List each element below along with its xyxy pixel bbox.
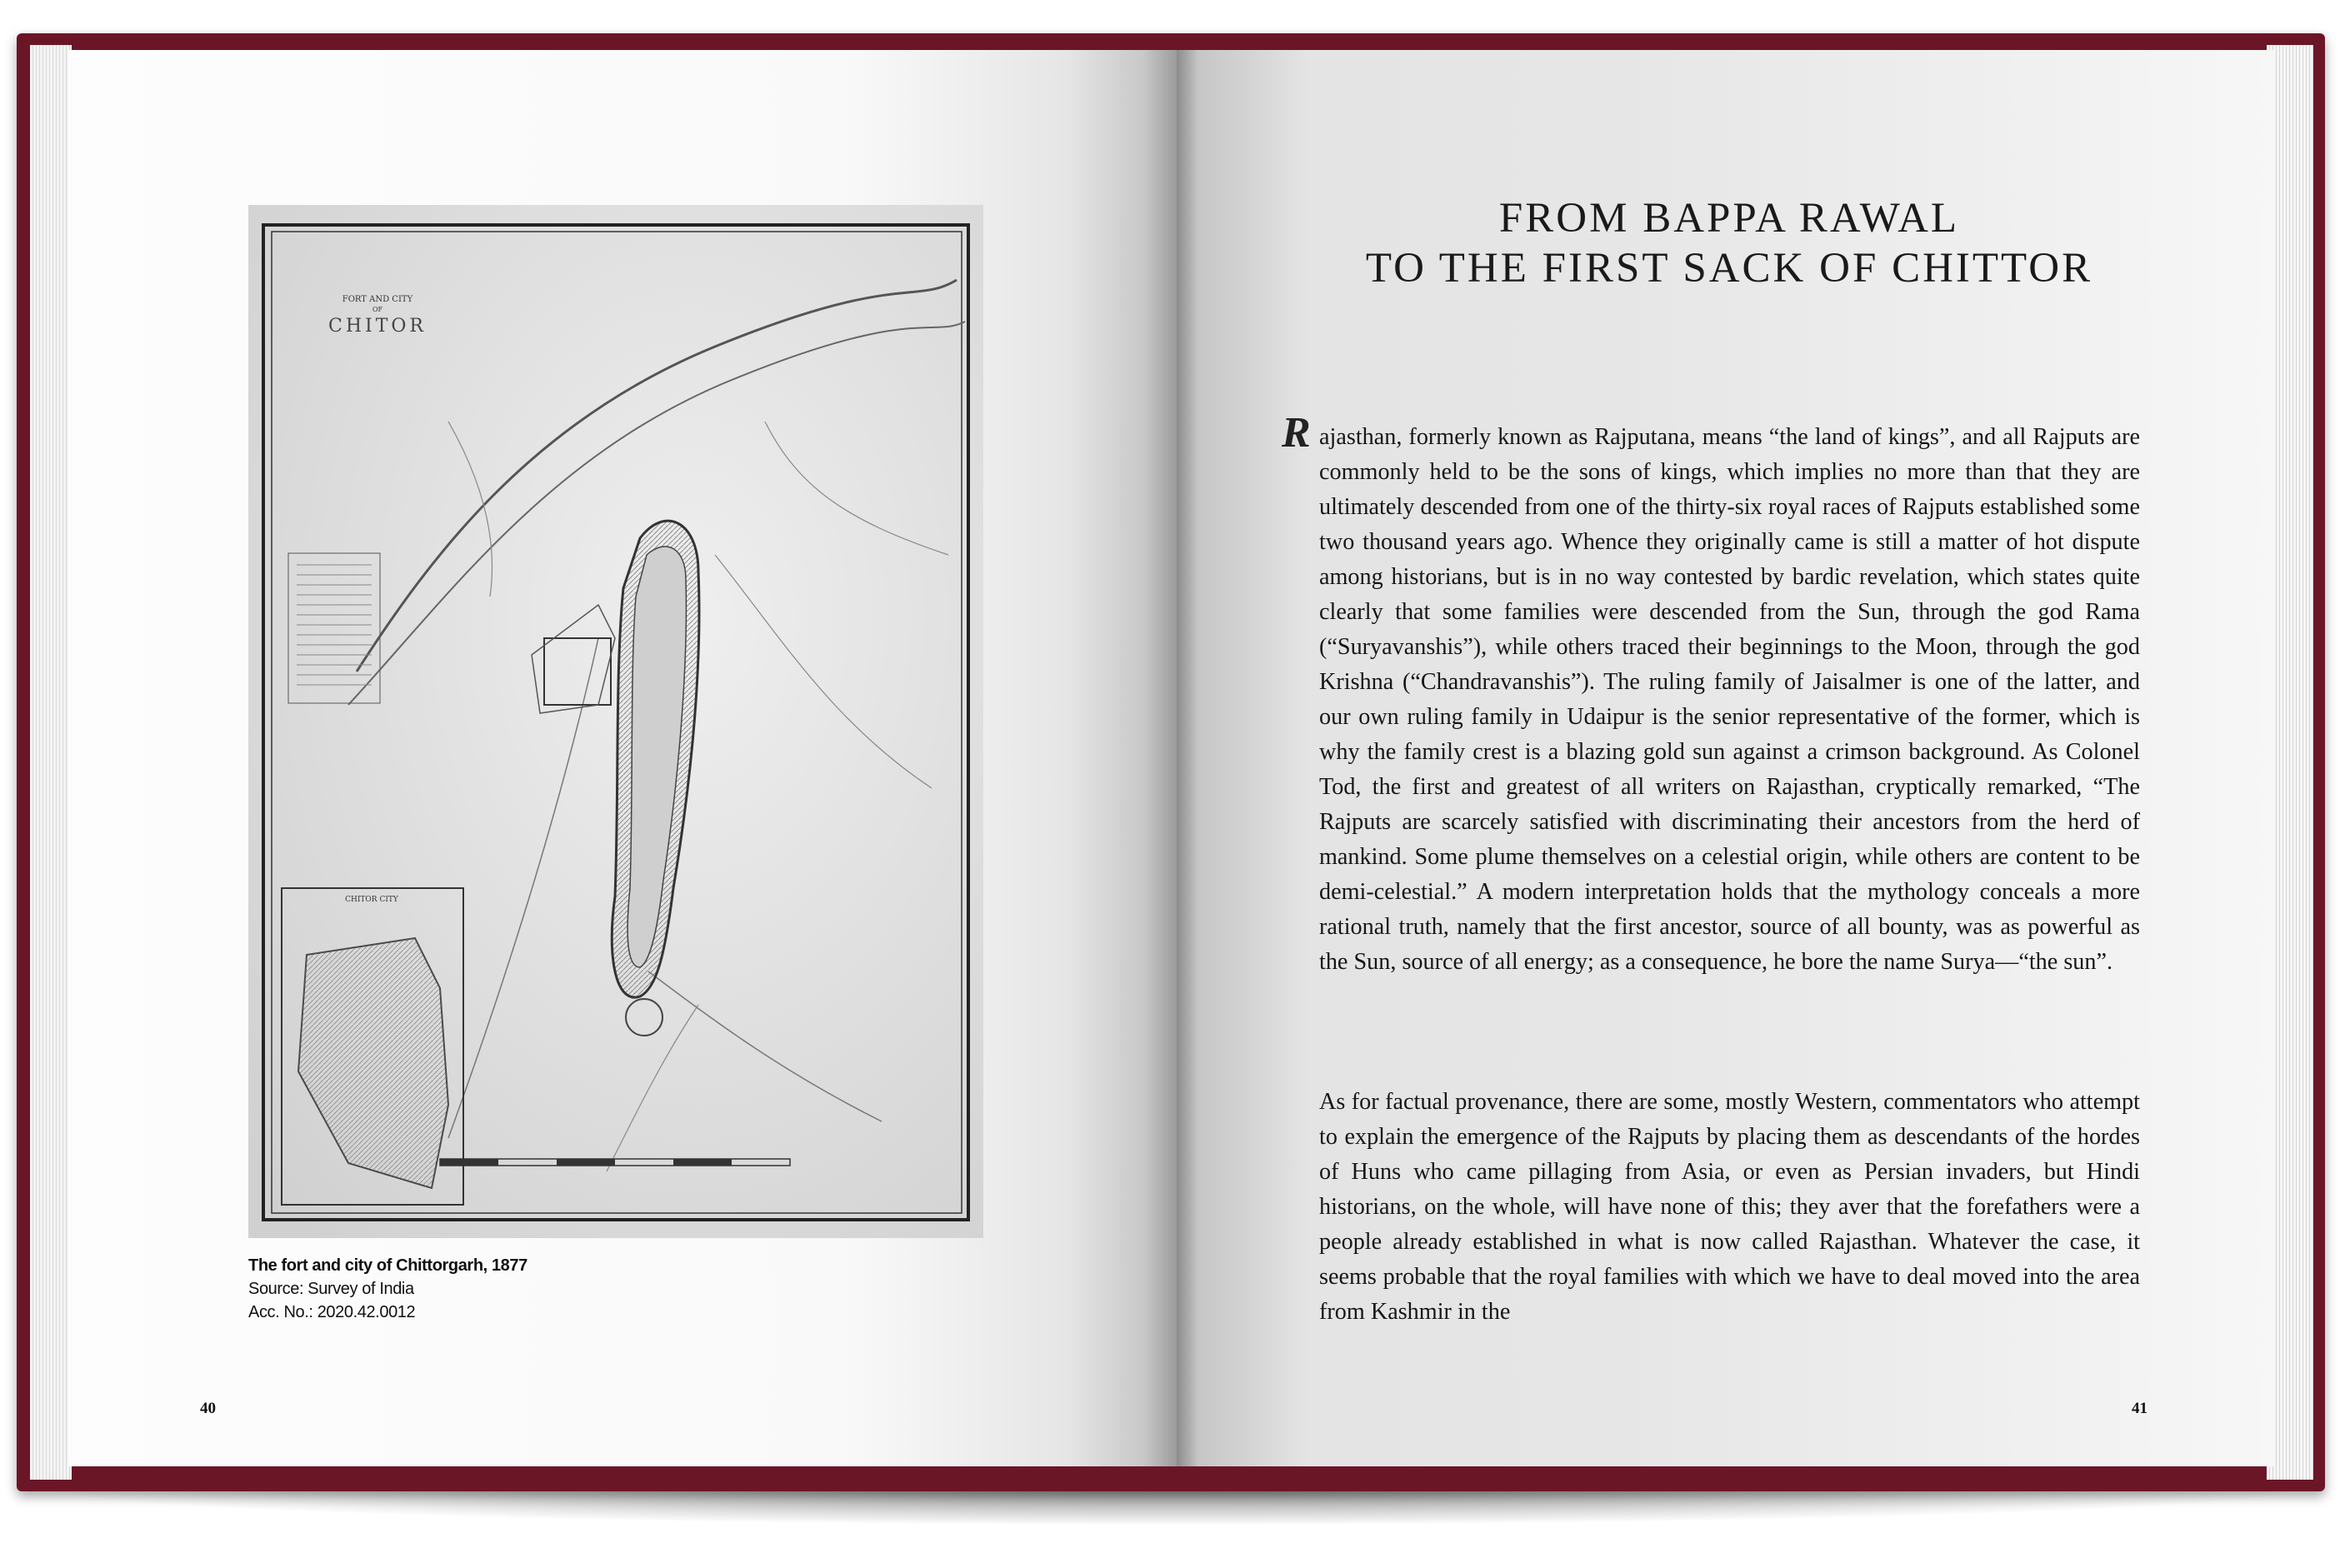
chapter-title <box>1317 193 2142 293</box>
body-paragraph-1: ajasthan, formerly known as Rajputana, means “the land of kings”, and all Rajputs are commonly held to be the sons of kings, which implies no more than that they are ultimately descended from one of the thirty-six royal races of Rajputs established some two thousand years ago. Whence they originally came is still a matter of hot dispute among historians, but is in no way contested by bardic revelation, which states quite clearly that some families were descended from the Sun, through the god Rama (“Suryavanshis”), while others traced their beginnings to the Moon, through the god Krishna (“Chandravanshis”). The ruling family of Jaisalmer is one of the latter, and our own ruling family in Udaipur is the senior representative of the former, which is why the family crest is a blazing gold sun against a crimson background. As Colonel Tod, the first and greatest of all writers on Rajasthan, cryptically remarked, “The Rajputs are scarcely satisfied with discriminating their ancestors from the herd of mankind. Some plume themselves on a celestial origin, while others are content to be demi-celestial.” A modern interpretation holds that the mythology conceals a more rational truth, namely that the first ancestor, source of all bounty, was as powerful as the Sun, source of all energy; as a consequence, he bore the name Surya—“the sun”. <box>1319 424 2140 975</box>
body-paragraph-2: As for factual provenance, there are some, mostly Western, commentators who attempt to explain the emergence of the Rajputs by placing them as descendants of the hordes of Huns who came pillaging from Asia, or even as Persian invaders, but Hindi historians, on the whole, will have none of this; they aver that the forefathers were a people already established in what is now called Rajasthan. Whatever the case, it seems probable that the royal families with which we have to deal moved into the area from Kashmir in the <box>1319 1089 2140 1325</box>
chittor-map-image <box>248 205 983 1238</box>
caption-source: Source: Survey of India <box>248 1280 414 1298</box>
chapter-title-line-1: FROM BAPPA RAWAL <box>1498 195 1960 242</box>
caption-accession: Acc. No.: 2020.42.0012 <box>248 1303 416 1321</box>
page-edges-left <box>30 45 72 1480</box>
page-number-left: 40 <box>200 1400 216 1417</box>
svg-text:CHITOR: CHITOR <box>328 316 427 337</box>
page-edges-right <box>2267 45 2313 1480</box>
figure-caption <box>248 1254 528 1324</box>
caption-title: The fort and city of Chittorgarh, 1877 <box>248 1256 528 1275</box>
svg-text:FORT AND CITY: FORT AND CITY <box>342 295 413 304</box>
page-number-right: 41 <box>2132 1400 2148 1417</box>
svg-text:OF: OF <box>372 306 383 313</box>
drop-cap: R <box>1282 409 1311 457</box>
svg-text:CHITOR CITY: CHITOR CITY <box>345 896 398 904</box>
chapter-title-line-2: TO THE FIRST SACK OF CHITTOR <box>1365 245 2093 292</box>
